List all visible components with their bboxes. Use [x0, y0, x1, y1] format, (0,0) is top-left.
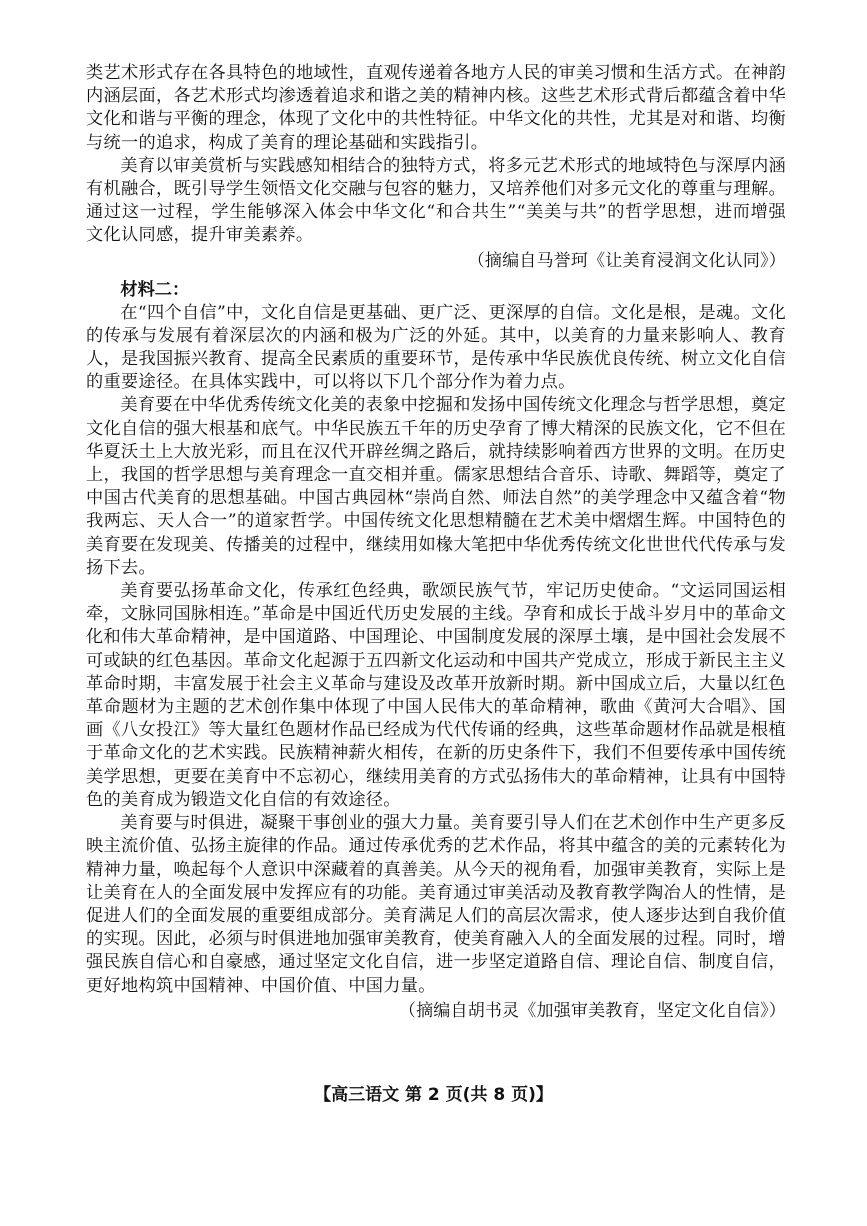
- page-footer: 【高三语文 第 2 页(共 8 页)】: [314, 1085, 553, 1105]
- material1-source: （摘编自马誉珂《让美育浸润文化认同》）: [467, 250, 786, 271]
- material2-paragraph-3: 美育要弘扬革命文化，传承红色经典，歌颂民族气节，牢记历史使命。“文运同国运相牵，文脉同国脉相连。”革命是中国近代历史发展的主线。孕育和成长于战斗岁月中的革命文化和伟大革命精神，是中国道路、中国理论、中国制度发展的深厚土壤，是中国社会发展不可或缺的红色基因。革命文化起源于五四新文化运动和中国共产党成立，形成于新民主主义革命时期，丰富发展于社会主义革命与建设及改革开放新时期。新中国成立后，大量以红色革命题材为主题的艺术创作集中体现了中国人民伟大的革命精神，歌曲《黄河大合唱》、国画《八女投江》等大量红色题材作品已经成为代代传诵的经典，这些革命题材作品就是根植于革命文化的艺术实践。民族精神薪火相传，在新的历史条件下，我们不但要传承中国传统美学思想，更要在美育中不忘初心，继续用美育的方式弘扬伟大的革命精神，让具有中国特色的美育成为锻造文化自信的有效途径。: [86, 581, 786, 810]
- material2-paragraph-4: 美育要与时俱进，凝聚干事创业的强大力量。美育要引导人们在艺术创作中生产更多反映主流价值、弘扬主旋律的作品。通过传承优秀的艺术作品，将其中蕴含的美的元素转化为精神力量，唤起每个人意识中深藏着的真善美。从今天的视角看，加强审美教育，实际上是让美育在人的全面发展中发挥应有的功能。美育通过审美活动及教育教学陶冶人的性情，是促进人们的全面发展的重要组成部分。美育满足人们的高层次需求，使人逐步达到自我价值的实现。因此，必须与时俱进地加强审美教育，使美育融入人的全面发展的过程。同时，增强民族自信心和自豪感，通过坚定文化自信，进一步坚定道路自信、理论自信、制度自信，更好地构筑中国精神、中国价值、中国力量。: [86, 813, 786, 996]
- material2-heading: 材料二：: [120, 279, 190, 300]
- material1-paragraph-continued: 类艺术形式存在各具特色的地域性，直观传递着各地方人民的审美习惯和生活方式。在神韵内涵层面，各艺术形式均渗透着追求和谐之美的精神内核。这些艺术形式背后都蕴含着中华文化和谐与平衡的理念，体现了文化中的共性特征。中华文化的共性，尤其是对和谐、均衡与统一的追求，构成了美育的理论基础和实践指引。: [86, 63, 786, 153]
- material1-paragraph-2: 美育以审美赏析与实践感知相结合的独特方式，将多元艺术形式的地域特色与深厚内涵有机融合，既引导学生领悟文化交融与包容的魅力，又培养他们对多元文化的尊重与理解。通过这一过程，学生能够深入体会中华文化“和合共生”“美美与共”的哲学思想，进而增强文化认同感，提升审美素养。: [86, 155, 786, 246]
- material2-paragraph-2: 美育要在中华优秀传统文化美的表象中挖掘和发扬中国传统文化理念与哲学思想，奠定文化自信的强大根基和底气。中华民族五千年的历史孕育了博大精深的民族文化，它不但在华夏沃土上大放光彩，而且在汉代开辟丝绸之路后，就持续影响着西方世界的文明。在历史上，我国的哲学思想与美育理念一直交相并重。儒家思想结合音乐、诗歌、舞蹈等，奠定了中国古代美育的思想基础。中国古典园林“崇尚自然、师法自然”的美学理念中又蕴含着“物我两忘、天人合一”的道家哲学。中国传统文化思想精髓在艺术美中熠熠生辉。中国特色的美育要在发现美、传播美的过程中，继续用如椽大笔把中华优秀传统文化世世代代传承与发扬下去。: [86, 395, 786, 578]
- material2-source: （摘编自胡书灵《加强审美教育，坚定文化自信》）: [398, 1000, 786, 1021]
- page-content: [86, 62, 786, 1029]
- material2-paragraph-1: 在“四个自信”中，文化自信是更基础、更广泛、更深厚的自信。文化是根，是魂。文化的传承与发展有着深层次的内涵和极为广泛的外延。其中，以美育的力量来影响人、教育人，是我国振兴教育、提高全民素质的重要环节，是传承中华民族优良传统、树立文化自信的重要途径。在具体实践中，可以将以下几个部分作为着力点。: [86, 302, 786, 393]
